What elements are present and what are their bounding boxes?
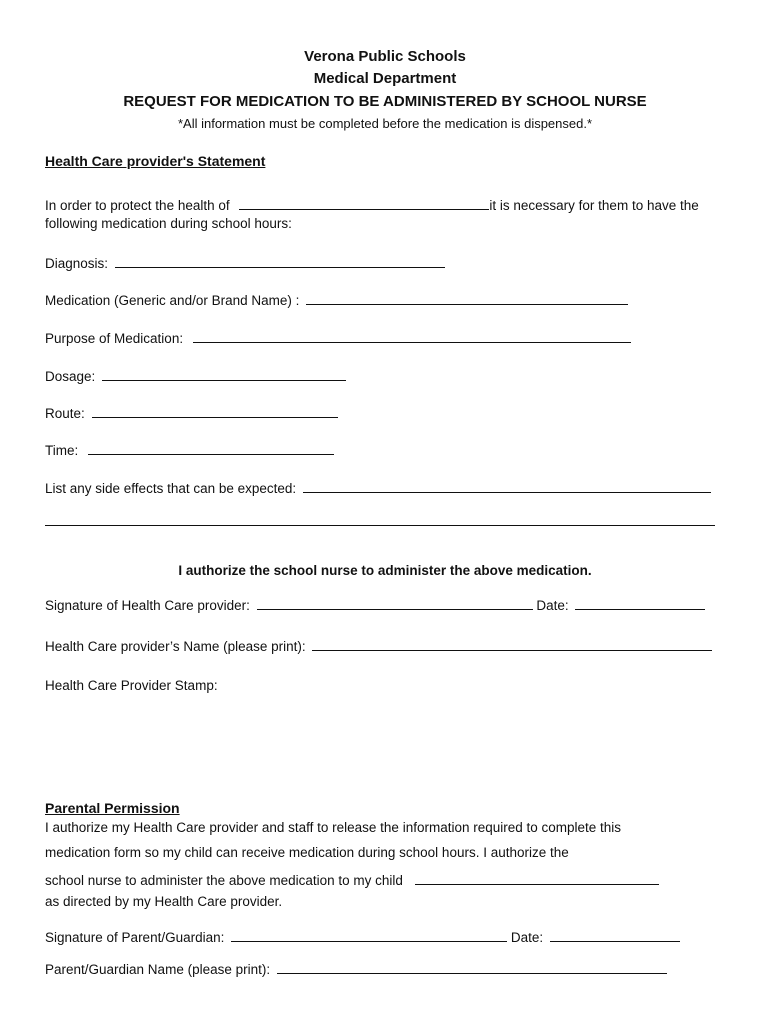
parent-signature-line <box>45 927 680 946</box>
purpose-field[interactable] <box>193 328 631 343</box>
completion-notice: *All information must be completed before the medication is dispensed.* <box>177 116 593 131</box>
side-effects-line <box>45 478 711 497</box>
purpose-line <box>45 328 631 347</box>
parental-child-line <box>45 870 659 889</box>
parent-date-field[interactable] <box>550 927 680 942</box>
dosage-label: Dosage: <box>45 369 96 384</box>
parental-section-heading: Parental Permission <box>45 800 180 816</box>
time-line <box>45 440 334 459</box>
dosage-field[interactable] <box>102 366 346 381</box>
medication-label: Medication (Generic and/or Brand Name) : <box>45 293 300 308</box>
provider-date-field[interactable] <box>575 595 705 610</box>
diagnosis-line <box>45 253 445 272</box>
intro-line <box>45 195 699 214</box>
provider-signature-label: Signature of Health Care provider: <box>45 598 250 613</box>
parent-signature-field[interactable] <box>231 927 507 942</box>
provider-name-field[interactable] <box>312 636 712 651</box>
provider-name-label: Health Care provider’s Name (please print): <box>45 639 306 654</box>
patient-name-field[interactable] <box>239 195 489 210</box>
department-name: Medical Department <box>313 70 457 87</box>
parent-date-label: Date: <box>510 930 544 945</box>
dosage-line <box>45 366 346 385</box>
form-title: REQUEST FOR MEDICATION TO BE ADMINISTERED BY SCHOOL NURSE <box>123 93 647 110</box>
diagnosis-field[interactable] <box>115 253 445 268</box>
diagnosis-label: Diagnosis: <box>45 256 109 271</box>
provider-signature-field[interactable] <box>257 595 533 610</box>
route-label: Route: <box>45 406 85 421</box>
parental-text-1: I authorize my Health Care provider and staff to release the information required to complete this <box>45 820 622 835</box>
intro-text-b: it is necessary for them to have the <box>489 198 699 213</box>
parent-name-field[interactable] <box>277 959 667 974</box>
provider-signature-line <box>45 595 705 614</box>
purpose-label: Purpose of Medication: <box>45 331 184 346</box>
intro-text-a: In order to protect the health of <box>45 198 230 213</box>
parental-text-3: school nurse to administer the above medication to my child <box>45 873 403 888</box>
side-effects-label: List any side effects that can be expected: <box>45 481 297 496</box>
provider-section-heading: Health Care provider's Statement <box>45 153 266 169</box>
parent-name-line <box>45 959 667 978</box>
time-field[interactable] <box>88 440 334 455</box>
route-field[interactable] <box>92 403 338 418</box>
parent-name-label: Parent/Guardian Name (please print): <box>45 962 271 977</box>
provider-stamp-label: Health Care Provider Stamp: <box>45 678 218 693</box>
side-effects-field-continued[interactable] <box>45 525 715 526</box>
medication-line <box>45 290 628 309</box>
parental-text-2: medication form so my child can receive medication during school hours. I authorize the <box>45 845 569 860</box>
provider-date-label: Date: <box>536 598 569 613</box>
medication-field[interactable] <box>306 290 628 305</box>
intro-text-c: following medication during school hours: <box>45 216 292 231</box>
school-name: Verona Public Schools <box>304 48 466 65</box>
route-line <box>45 403 338 422</box>
child-name-field[interactable] <box>415 870 659 885</box>
side-effects-field[interactable] <box>303 478 711 493</box>
provider-name-line <box>45 636 712 655</box>
authorization-statement: I authorize the school nurse to administer the above medication. <box>178 563 592 578</box>
parental-text-4: as directed by my Health Care provider. <box>45 894 283 909</box>
time-label: Time: <box>45 443 79 458</box>
parent-signature-label: Signature of Parent/Guardian: <box>45 930 225 945</box>
